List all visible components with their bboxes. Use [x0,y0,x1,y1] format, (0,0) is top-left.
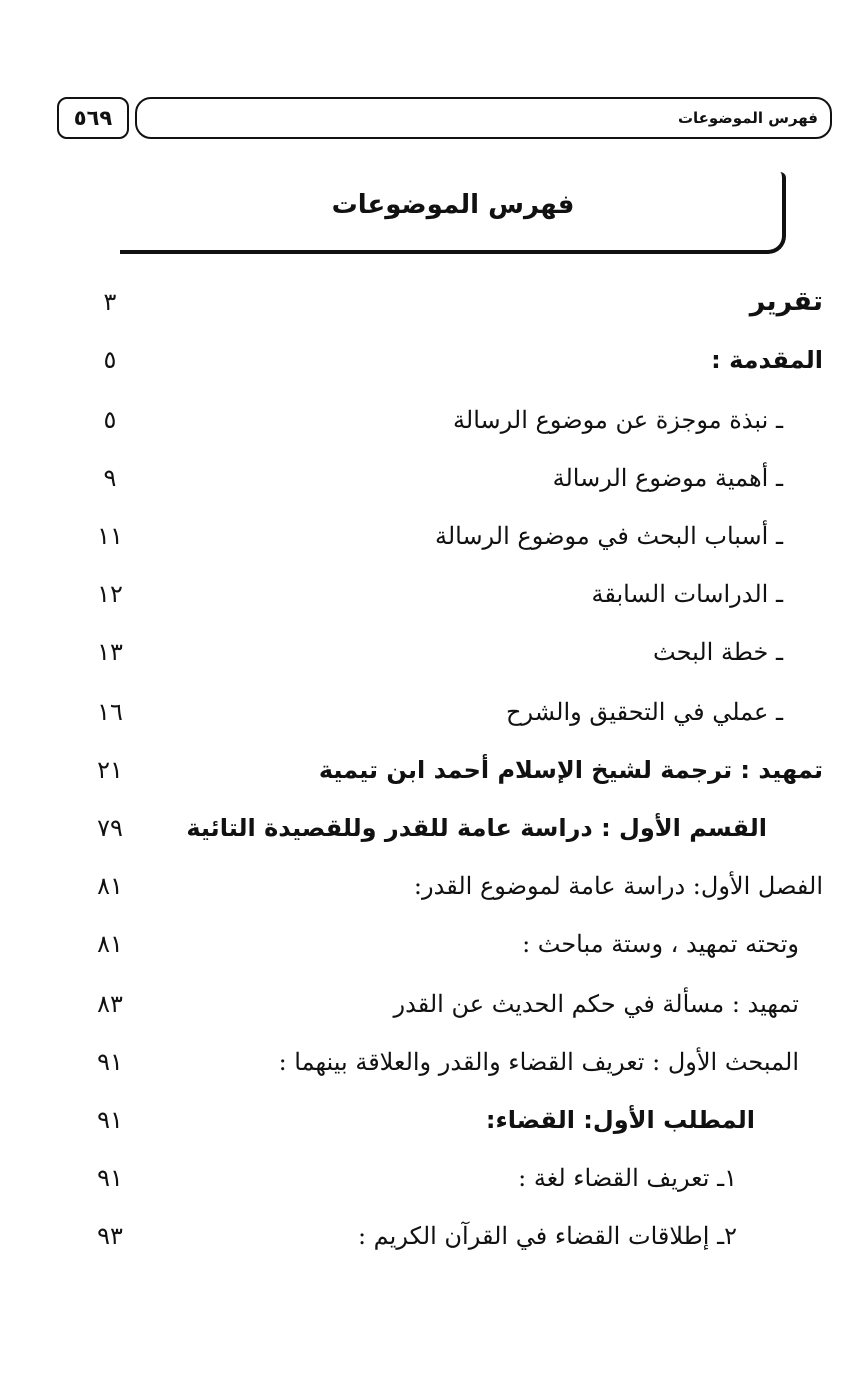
toc-entry-title: المبحث الأول : تعريف القضاء والقدر والعلاقة بينهما : [278,1048,799,1076]
toc-entry-page: ٥ [103,406,117,434]
toc-entry [0,458,867,498]
toc-entry [0,340,867,380]
toc-entry-page: ٢١ [97,756,123,784]
toc-entry-page: ١١ [97,522,123,550]
toc-entry-page: ٨٣ [97,990,123,1018]
toc-entry-title: ـ أسباب البحث في موضوع الرسالة [434,522,783,550]
toc-entry-title: ـ عملي في التحقيق والشرح [506,698,783,726]
toc-entry-title: تمهيد : مسألة في حكم الحديث عن القدر [393,990,799,1018]
running-title: فهرس الموضوعات [677,109,818,127]
toc-entry [0,1042,867,1082]
toc-entry-title: الفصل الأول: دراسة عامة لموضوع القدر: [413,872,823,900]
toc-entry-page: ١٣ [97,638,123,666]
toc-entry-page: ٥ [103,346,117,374]
toc-entry-title: المطلب الأول: القضاء: [485,1106,755,1134]
toc-entry-page: ٩١ [97,1164,123,1192]
toc-entry-page: ٣ [103,288,117,316]
toc-entry [0,692,867,732]
toc-entry-title: ـ الدراسات السابقة [591,580,783,608]
toc-entry [0,516,867,556]
toc-entry-page: ٩١ [97,1106,123,1134]
toc-entry-title: ـ أهمية موضوع الرسالة [552,464,783,492]
toc-entry-title: ـ خطة البحث [653,638,783,666]
toc-entry [0,282,867,322]
toc-entry [0,808,867,848]
running-header [57,97,832,143]
toc-entry-page: ٧٩ [97,814,123,842]
toc-entry [0,1100,867,1140]
toc-entry-page: ٩٣ [97,1222,123,1250]
toc-entry-title: تمهيد : ترجمة لشيخ الإسلام أحمد ابن تيمية [318,756,823,784]
toc-entry-title: القسم الأول : دراسة عامة للقدر وللقصيدة التائية [186,814,767,842]
toc-entry-title: تقرير [749,286,823,317]
toc-entry [0,1158,867,1198]
running-title-bar [135,97,832,139]
toc-entry [0,632,867,672]
toc-entry-title: ١ـ تعريف القضاء لغة : [518,1164,737,1192]
toc-entry [0,574,867,614]
toc-entry-title: ـ نبذة موجزة عن موضوع الرسالة [453,406,783,434]
toc-entry [0,866,867,906]
toc-entry [0,400,867,440]
toc-entry-title: وتحته تمهيد ، وستة مباحث : [522,930,799,958]
toc-entry [0,750,867,790]
toc-entry-page: ٨١ [97,872,123,900]
toc-entry [0,984,867,1024]
page-number: ٥٦٩ [73,106,113,130]
toc-entry-page: ٩١ [97,1048,123,1076]
toc-entry-title: ٢ـ إطلاقات القضاء في القرآن الكريم : [357,1222,737,1250]
page-number-box [57,97,129,139]
toc-entry-page: ٨١ [97,930,123,958]
toc-entry-title: المقدمة : [711,346,823,374]
toc-entry [0,924,867,964]
toc-entry-page: ١٦ [97,698,123,726]
toc-entry [0,1216,867,1256]
toc-entry-page: ١٢ [97,580,123,608]
toc-entry-page: ٩ [103,464,117,492]
page-title: فهرس الموضوعات [331,190,575,220]
